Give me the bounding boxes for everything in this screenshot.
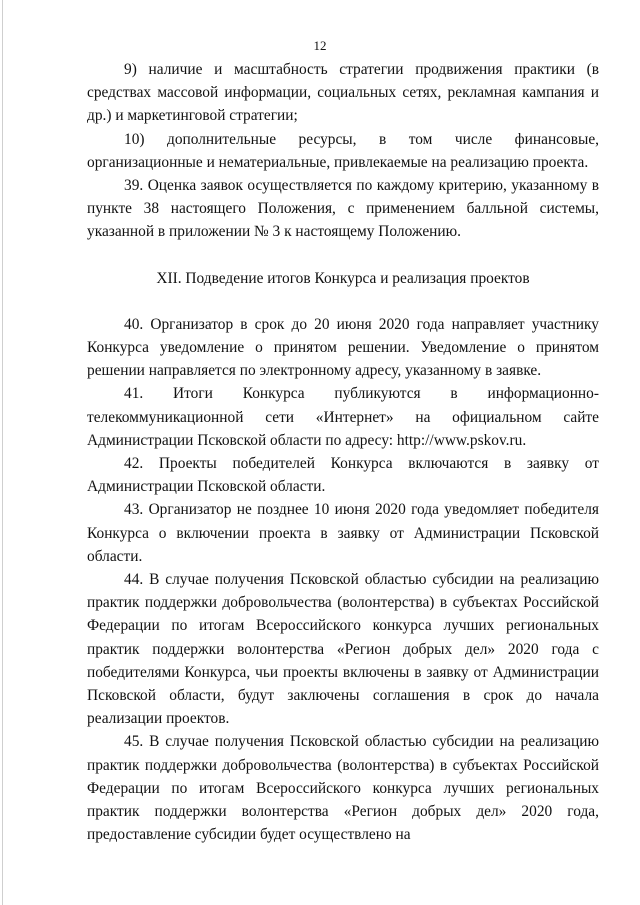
paragraph-43: 43. Организатор не позднее 10 июня 2020 года уведомляет победителя Конкурса о включении проекта в заявку от Администрации Псковской области. <box>87 501 599 565</box>
paragraph-item-10: 10) дополнительные ресурсы, в том числе финансовые, организационные и нематериальные, привлекаемые на реализацию проекта. <box>87 130 599 171</box>
paragraph-45: 45. В случае получения Псковской областью субсидии на реализацию практик поддержки добровольчества (волонтерства) в субъектах Российской Федерации по итогам Всероссийского конкурса лучших региональных практик поддержки волонтерства «Регион добрых дел» 2020 года, предоставление субсидии будет осуществлено на <box>87 733 599 844</box>
paragraph-39: 39. Оценка заявок осуществляется по каждому критерию, указанному в пункте 38 настоящего Положения, с применением балльной системы, указанной в приложении № 3 к настоящему Положению. <box>87 177 599 241</box>
document-body <box>87 58 599 847</box>
paragraph-40: 40. Организатор в срок до 20 июня 2020 года направляет участнику Конкурса уведомление о принятом решении. Уведомление о принятом решении направляется по электронному адресу, указанному в заявке. <box>87 315 599 380</box>
paragraph-41: 41. Итоги Конкурса публикуются в информационно-телекоммуникационной сети «Интернет» на официальном сайте Администрации Псковской области по адресу: http://www.pskov.ru. <box>87 385 599 449</box>
paragraph-42: 42. Проекты победителей Конкурса включаются в заявку от Администрации Псковской области. <box>87 455 599 496</box>
paragraph-item-9: 9) наличие и масштабность стратегии продвижения практики (в средствах массовой информации, социальных сетях, рекламная кампания и др.) и маркетинговой стратегии; <box>87 61 599 125</box>
scan-edge-line <box>2 0 3 905</box>
section-title: XII. Подведение итогов Конкурса и реализация проектов <box>156 269 530 287</box>
paragraph-44: 44. В случае получения Псковской областью субсидии на реализацию практик поддержки добровольчества (волонтерства) в субъектах Российской Федерации по итогам Всероссийского конкурса лучших региональных практик поддержки волонтерства «Регион добрых дел» 2020 года с победителями Конкурса, чьи проекты включены в заявку от Администрации Псковской области, будут заключены соглашения в срок до начала реализации проектов. <box>87 571 599 728</box>
page-number: 12 <box>313 38 327 53</box>
